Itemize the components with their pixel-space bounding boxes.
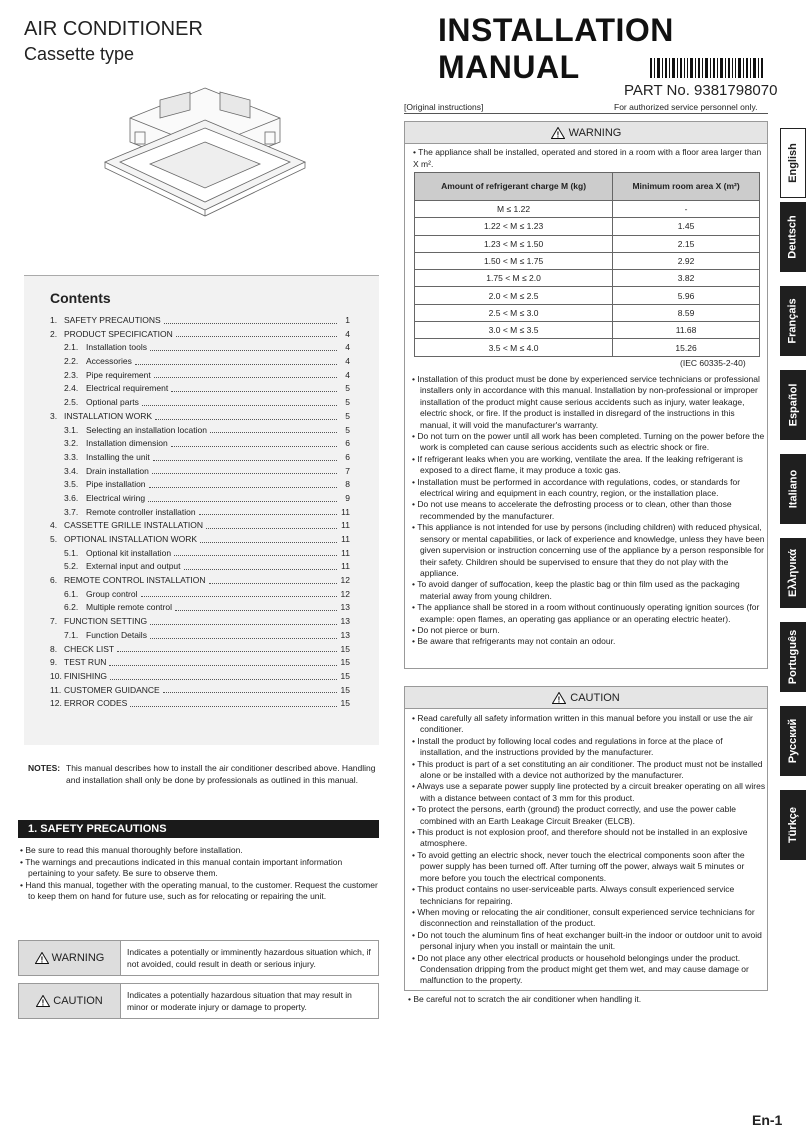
toc-item-page: 5 xyxy=(345,397,350,408)
toc-leader-dots xyxy=(154,369,337,379)
list-item: • Do not turn on the power until all work has been completed. Turning on the power before the work is completed can cause serious accidents such as electric shock or fire. xyxy=(412,431,766,454)
toc-leader-dots xyxy=(209,574,337,584)
toc-item-page: 5 xyxy=(345,383,350,394)
table-cell-area: 11.68 xyxy=(613,322,760,339)
toc-item-number: 4. xyxy=(50,520,58,531)
toc-item-label: CUSTOMER GUIDANCE xyxy=(64,684,160,695)
toc-leader-dots xyxy=(141,588,338,598)
table-cell-area: 1.45 xyxy=(613,218,760,235)
table-cell-charge: 3.0 < M ≤ 3.5 xyxy=(415,322,613,339)
toc-item-label: Selecting an installation location xyxy=(86,424,207,435)
toc-item-label: Drain installation xyxy=(86,465,149,476)
table-cell-area: 2.15 xyxy=(613,235,760,252)
toc-item-page: 15 xyxy=(340,698,350,709)
toc-leader-dots xyxy=(175,601,337,611)
safety-bullets xyxy=(20,845,378,903)
list-item: • Install the product by following local codes and regulations in force at the place of installation, and the instructions provided by the manufacturer. xyxy=(412,736,766,759)
toc-item-page: 13 xyxy=(340,602,350,613)
toc-item-number: 11. xyxy=(50,684,62,695)
table-cell-area: 15.26 xyxy=(613,339,760,356)
warning-triangle-icon xyxy=(551,127,565,139)
toc-item[interactable] xyxy=(50,314,350,328)
toc-item[interactable] xyxy=(50,341,350,355)
table-row xyxy=(415,304,760,321)
toc-leader-dots xyxy=(150,341,337,351)
toc-item-number: 12. xyxy=(50,698,62,709)
toc-item-number: 3.1. xyxy=(64,424,79,435)
toc-item[interactable] xyxy=(50,547,350,561)
toc-item-number: 2.5. xyxy=(64,397,79,408)
toc-leader-dots xyxy=(200,533,337,543)
toc-item-page: 4 xyxy=(345,369,350,380)
caution-triangle-icon xyxy=(36,995,50,1007)
table-row xyxy=(415,235,760,252)
table-cell-area: 2.92 xyxy=(613,252,760,269)
toc-item-page: 9 xyxy=(345,492,350,503)
toc-leader-dots xyxy=(149,478,337,488)
toc-item-number: 5.2. xyxy=(64,561,79,572)
toc-item-number: 5.1. xyxy=(64,547,79,558)
toc-leader-dots xyxy=(210,424,337,434)
table-cell-charge: M ≤ 1.22 xyxy=(415,201,613,218)
list-item: • To avoid danger of suffocation, keep the plastic bag or thin film used as the packaging material away from young children. xyxy=(412,579,766,602)
toc-item[interactable] xyxy=(50,465,350,479)
toc-item-page: 11 xyxy=(341,561,350,572)
toc-leader-dots xyxy=(130,697,337,707)
toc-leader-dots xyxy=(199,506,337,516)
toc-leader-dots xyxy=(117,643,337,653)
toc-leader-dots xyxy=(184,560,337,570)
list-item: • The appliance shall be stored in a room without continuously operating ignition sources (for example: open flames, an operating gas appliance or an operating electric heater). xyxy=(412,602,766,625)
toc-leader-dots xyxy=(152,465,337,475)
toc-leader-dots xyxy=(153,451,337,461)
toc-item[interactable] xyxy=(50,410,350,424)
legend-caution-text-label: CAUTION xyxy=(53,995,103,1007)
table-cell-area: - xyxy=(613,201,760,218)
table-cell-area: 5.96 xyxy=(613,287,760,304)
toc-leader-dots xyxy=(171,382,337,392)
toc-item[interactable] xyxy=(50,451,350,465)
table-header: Amount of refrigerant charge M (kg) xyxy=(415,173,613,201)
list-item: • To avoid getting an electric shock, never touch the electrical components soon after the power supply has been turned off. After turning off the power, always wait 5 minutes or more before you touch the electrical components. xyxy=(412,850,766,884)
toc-item-page: 12 xyxy=(340,588,350,599)
toc-item-label: ERROR CODES xyxy=(64,698,128,709)
toc-item[interactable] xyxy=(50,656,350,670)
table-cell-charge: 1.23 < M ≤ 1.50 xyxy=(415,235,613,252)
toc-item-page: 4 xyxy=(345,356,350,367)
toc-item-label: REMOTE CONTROL INSTALLATION xyxy=(64,575,206,586)
list-item: • Be aware that refrigerants may not contain an odour. xyxy=(412,636,766,647)
caution-title: CAUTION xyxy=(570,691,620,704)
table-cell-charge: 3.5 < M ≤ 4.0 xyxy=(415,339,613,356)
toc-item-label: Electrical wiring xyxy=(86,492,146,503)
toc-item[interactable] xyxy=(50,396,350,410)
toc-item-page: 5 xyxy=(345,410,350,421)
toc-leader-dots xyxy=(155,410,337,420)
toc-item-number: 3.2. xyxy=(64,438,79,449)
svg-text:!: ! xyxy=(40,955,43,964)
notes-label: NOTES: xyxy=(28,763,61,773)
table-of-contents xyxy=(50,314,350,711)
toc-item[interactable] xyxy=(50,574,350,588)
table-row xyxy=(415,287,760,304)
list-item: • Always use a separate power supply line protected by a circuit breaker operating on all wires with a distance between contact of 3 mm for this product. xyxy=(412,781,766,804)
svg-text:!: ! xyxy=(557,694,561,704)
table-header: Minimum room area X (m²) xyxy=(613,173,760,201)
list-item: • Do not pierce or burn. xyxy=(412,625,766,636)
toc-item[interactable] xyxy=(50,369,350,383)
toc-item[interactable] xyxy=(50,601,350,615)
table-row xyxy=(415,270,760,287)
toc-item-number: 6. xyxy=(50,575,58,586)
toc-item-number: 3.4. xyxy=(64,465,79,476)
table-row xyxy=(415,218,760,235)
language-tab-label: Русский xyxy=(787,718,800,764)
list-item: • This product is part of a set constituting an air conditioner. The product must not be installed alone or be installed with a device not authorized by the manufacturer. xyxy=(412,759,766,782)
toc-item[interactable] xyxy=(50,519,350,533)
language-tab[interactable] xyxy=(780,706,806,776)
toc-item-page: 11 xyxy=(341,506,350,517)
toc-item-number: 3. xyxy=(50,410,58,421)
toc-item-page: 11 xyxy=(341,520,350,531)
warning-intro: • The appliance shall be installed, operated and stored in a room with a floor area larger than X m². xyxy=(413,147,762,169)
list-item: • Installation of this product must be done by experienced service technicians or professional installers only in accordance with this manual. Installation by non-professional or improper installation of the product might cause serious accidents such as injury, water leakage, electric shock, or fire. If the product is installed in disregard of the instructions in this manual, it will void the manufacturer's warranty. xyxy=(412,374,766,431)
toc-item-label: INSTALLATION WORK xyxy=(64,410,153,421)
table-row xyxy=(415,322,760,339)
notes-text: This manual describes how to install the air conditioner described above. Handling and installation shall only be done by professionals as outlined in this manual. xyxy=(66,763,376,785)
toc-item-label: Remote controller installation xyxy=(86,506,196,517)
toc-leader-dots xyxy=(171,437,337,447)
language-tab[interactable] xyxy=(780,790,806,860)
toc-item-label: TEST RUN xyxy=(64,657,107,668)
toc-leader-dots xyxy=(148,492,337,502)
language-tab-label: Italiano xyxy=(787,469,800,509)
toc-item-page: 15 xyxy=(340,643,350,654)
toc-item[interactable] xyxy=(50,588,350,602)
list-item: • Hand this manual, together with the operating manual, to the customer. Request the customer to keep them on hand for future use, such as for relocating or repairing the unit. xyxy=(20,880,378,903)
product-type: Cassette type xyxy=(24,44,135,64)
warning-title: WARNING xyxy=(568,126,622,139)
toc-item-page: 4 xyxy=(345,328,350,339)
toc-item-number: 2. xyxy=(50,328,58,339)
original-instructions-note: [Original instructions] xyxy=(404,102,484,112)
language-tab[interactable] xyxy=(780,622,806,692)
list-item: • The warnings and precautions indicated in this manual contain important information pertaining to your safety. Be sure to observe them. xyxy=(20,857,378,880)
list-item: • When moving or relocating the air conditioner, consult experienced service technicians for disconnection and reinstallation of the product. xyxy=(412,907,766,930)
toc-item[interactable] xyxy=(50,697,350,711)
table-cell-charge: 1.50 < M ≤ 1.75 xyxy=(415,252,613,269)
toc-item[interactable] xyxy=(50,437,350,451)
warning-box-header xyxy=(405,122,767,144)
language-tab[interactable] xyxy=(780,128,806,198)
toc-item-number: 6.1. xyxy=(64,588,79,599)
svg-text:!: ! xyxy=(41,998,45,1007)
legend-caution-label xyxy=(19,984,121,1018)
toc-item-page: 15 xyxy=(340,684,350,695)
toc-item-label: FUNCTION SETTING xyxy=(64,616,148,627)
legend-warning-description: Indicates a potentially or imminently hazardous situation which, if not avoided, could result in death or serious injury. xyxy=(127,947,371,969)
toc-leader-dots xyxy=(150,629,337,639)
table-row xyxy=(415,339,760,356)
toc-item-page: 4 xyxy=(345,342,350,353)
toc-leader-dots xyxy=(164,314,337,324)
toc-item-number: 3.7. xyxy=(64,506,79,517)
toc-item[interactable] xyxy=(50,684,350,698)
toc-item-number: 3.5. xyxy=(64,479,79,490)
section-heading-safety: 1. SAFETY PRECAUTIONS xyxy=(18,820,379,838)
toc-item-label: Electrical requirement xyxy=(86,383,169,394)
toc-item-page: 7 xyxy=(345,465,350,476)
language-tab-label: Ελληνικά xyxy=(787,549,799,597)
caution-footer: • Be careful not to scratch the air conditioner when handling it. xyxy=(408,994,642,1004)
toc-item-number: 1. xyxy=(50,315,58,325)
contents-title: Contents xyxy=(50,290,111,306)
toc-item-label: Installation dimension xyxy=(86,438,168,449)
header-divider xyxy=(404,113,768,114)
toc-item[interactable] xyxy=(50,382,350,396)
language-tab[interactable] xyxy=(780,286,806,356)
toc-item-label: Pipe installation xyxy=(86,479,146,490)
table-cell-area: 3.82 xyxy=(613,270,760,287)
manual-title: INSTALLATION MANUAL xyxy=(438,12,674,85)
toc-item-page: 15 xyxy=(340,670,350,681)
toc-item[interactable] xyxy=(50,643,350,657)
toc-item[interactable] xyxy=(50,560,350,574)
toc-item-label: Installing the unit xyxy=(86,451,150,462)
toc-item-number: 3.6. xyxy=(64,492,79,503)
toc-item-number: 2.2. xyxy=(64,356,79,367)
toc-item-label: FINISHING xyxy=(64,670,107,681)
list-item: • Do not place any other electrical products or household belongings under the product. Condensation dripping from the product might get them wet, and may cause damage or malfunction to the property. xyxy=(412,953,766,987)
toc-leader-dots xyxy=(206,519,337,529)
product-name: AIR CONDITIONER xyxy=(24,18,203,40)
toc-item-number: 2.3. xyxy=(64,369,79,380)
toc-item-page: 12 xyxy=(340,575,350,586)
toc-item-number: 6.2. xyxy=(64,602,79,613)
toc-item[interactable] xyxy=(50,355,350,369)
list-item: • This product contains no user-serviceable parts. Always consult experienced service technicians for repairing. xyxy=(412,884,766,907)
table-cell-charge: 2.5 < M ≤ 3.0 xyxy=(415,304,613,321)
toc-item-label: CASSETTE GRILLE INSTALLATION xyxy=(64,520,204,531)
toc-item-number: 7.1. xyxy=(64,629,79,640)
toc-item-label: CHECK LIST xyxy=(64,643,115,654)
list-item: • This product is not explosion proof, and therefore should not be installed in an explosive atmosphere. xyxy=(412,827,766,850)
language-tab[interactable] xyxy=(780,370,806,440)
toc-item-number: 5. xyxy=(50,534,58,544)
toc-item-label: SAFETY PRECAUTIONS xyxy=(64,315,161,325)
toc-item[interactable] xyxy=(50,424,350,438)
toc-leader-dots xyxy=(110,670,337,680)
toc-item-page: 13 xyxy=(340,629,350,640)
list-item: • If refrigerant leaks when you are working, ventilate the area. If the leaking refrigerant is exposed to a direct flame, it may produce a toxic gas. xyxy=(412,454,766,477)
toc-item-label: Accessories xyxy=(86,356,132,367)
toc-item[interactable] xyxy=(50,478,350,492)
toc-item-page: 6 xyxy=(345,451,350,462)
toc-item-number: 8. xyxy=(50,643,58,654)
toc-item[interactable] xyxy=(50,328,350,342)
toc-item-page: 8 xyxy=(345,479,350,490)
language-tab-label: Français xyxy=(787,298,799,344)
toc-leader-dots xyxy=(163,684,337,694)
table-row xyxy=(415,252,760,269)
toc-leader-dots xyxy=(135,355,337,365)
svg-text:!: ! xyxy=(556,129,559,139)
legend-warning-label xyxy=(19,941,121,975)
toc-item-label: PRODUCT SPECIFICATION xyxy=(64,328,173,339)
table-reference: (IEC 60335-2-40) xyxy=(680,358,746,368)
toc-item-label: Pipe requirement xyxy=(86,369,151,380)
table-cell-area: 8.59 xyxy=(613,304,760,321)
language-tab-label: Deutsch xyxy=(787,215,799,259)
list-item: • Installation must be performed in accordance with regulations, codes, or standards for electrical wiring and equipment in each country, region, or the installation place. xyxy=(412,477,766,500)
list-item: • Be sure to read this manual thoroughly before installation. xyxy=(20,845,378,857)
language-tab[interactable] xyxy=(780,202,806,272)
list-item: • Do not touch the aluminum fins of heat exchanger built-in the indoor or outdoor unit to avoid personal injury when you install or maintain the unit. xyxy=(412,930,766,953)
table-row xyxy=(415,201,760,218)
notes xyxy=(28,762,378,786)
caution-box-header xyxy=(405,687,767,709)
table-cell-charge: 1.75 < M ≤ 2.0 xyxy=(415,270,613,287)
toc-item[interactable] xyxy=(50,629,350,643)
toc-item-page: 1 xyxy=(345,315,350,325)
toc-leader-dots xyxy=(142,396,337,406)
language-tab-label: Türkçe xyxy=(787,806,800,844)
list-item: • Read carefully all safety information written in this manual before you install or use the air conditioner. xyxy=(412,713,766,736)
caution-triangle-icon xyxy=(552,692,566,704)
toc-item-number: 2.4. xyxy=(64,383,79,394)
language-tab-label: English xyxy=(787,143,800,183)
toc-item-page: 11 xyxy=(341,547,350,558)
barcode xyxy=(650,58,765,78)
toc-item-number: 7. xyxy=(50,616,58,627)
toc-item[interactable] xyxy=(50,533,350,547)
toc-item-label: Optional kit installation xyxy=(86,547,172,558)
toc-item-page: 13 xyxy=(340,616,350,627)
legend-caution-description: Indicates a potentially hazardous situation that may result in minor or moderate injury or damage to property. xyxy=(127,990,352,1012)
legend-warning xyxy=(18,940,379,976)
toc-item-label: Installation tools xyxy=(86,342,147,353)
toc-item-number: 9. xyxy=(50,657,58,668)
legend-caution xyxy=(18,983,379,1019)
cassette-unit-illustration xyxy=(90,80,320,230)
toc-leader-dots xyxy=(150,615,337,625)
toc-item-page: 15 xyxy=(340,657,350,668)
table-cell-charge: 2.0 < M ≤ 2.5 xyxy=(415,287,613,304)
toc-item-page: 5 xyxy=(345,424,350,435)
warning-bullets xyxy=(412,374,766,648)
page-number: En-1 xyxy=(752,1112,783,1128)
warning-triangle-icon xyxy=(35,952,49,964)
list-item: • To protect the persons, earth (ground) the product correctly, and use the power cable combined with an Earth Leakage Circuit Breaker (ELCB). xyxy=(412,804,766,827)
toc-item[interactable] xyxy=(50,670,350,684)
toc-item[interactable] xyxy=(50,506,350,520)
caution-bullets xyxy=(412,713,766,987)
toc-item[interactable] xyxy=(50,615,350,629)
toc-item-number: 10. xyxy=(50,670,62,681)
language-tab[interactable] xyxy=(780,538,806,608)
toc-leader-dots xyxy=(176,328,337,338)
toc-item-label: Group control xyxy=(86,588,138,599)
list-item: • This appliance is not intended for use by persons (including children) with reduced physical, sensory or mental capabilities, or lack of experience and knowledge, unless they have been given supervision or instruction concerning use of the appliance by a person responsible for their safety. Children should be supervised to ensure that they do not play with the appliance. xyxy=(412,522,766,579)
language-tab[interactable] xyxy=(780,454,806,524)
table-cell-charge: 1.22 < M ≤ 1.23 xyxy=(415,218,613,235)
part-number: PART No. 9381798070 xyxy=(624,82,778,99)
refrigerant-table xyxy=(414,172,760,357)
toc-leader-dots xyxy=(174,547,337,557)
list-item: • Do not use means to accelerate the defrosting process or to clean, other than those recommended by the manufacturer. xyxy=(412,499,766,522)
toc-item[interactable] xyxy=(50,492,350,506)
toc-item-label: Function Details xyxy=(86,629,147,640)
toc-item-page: 6 xyxy=(345,438,350,449)
toc-item-number: 3.3. xyxy=(64,451,79,462)
toc-item-label: OPTIONAL INSTALLATION WORK xyxy=(64,534,198,544)
toc-item-number: 2.1. xyxy=(64,342,79,353)
toc-item-label: Optional parts xyxy=(86,397,139,408)
language-tab-label: Português xyxy=(787,629,799,685)
toc-item-label: External input and output xyxy=(86,561,181,572)
toc-item-page: 11 xyxy=(341,534,350,544)
toc-leader-dots xyxy=(109,656,337,666)
legend-warning-text-label: WARNING xyxy=(51,952,105,964)
toc-item-label: Multiple remote control xyxy=(86,602,172,613)
authorized-personnel-note: For authorized service personnel only. xyxy=(614,102,758,112)
language-tab-label: Español xyxy=(787,383,800,427)
